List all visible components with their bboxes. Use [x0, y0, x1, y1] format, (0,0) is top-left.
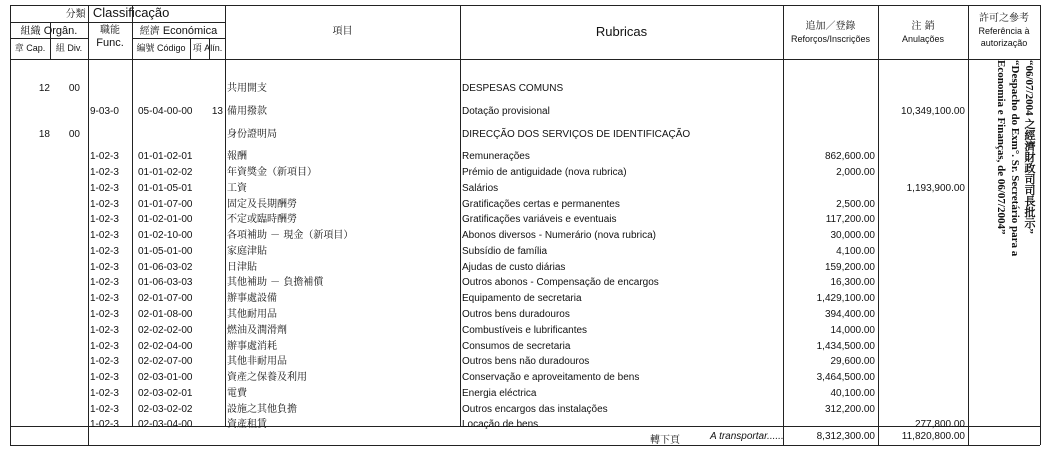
item-cn-cell: 工資: [227, 183, 247, 194]
rubrica-cell: Conservação e aproveitamento de bens: [462, 372, 640, 383]
annul-cell: 1,193,900.00: [906, 183, 965, 194]
header-rule: [10, 38, 88, 39]
rubrica-cell: Consumos de secretaria: [462, 341, 571, 352]
functional-cell: 1-02-3: [90, 214, 119, 225]
item-cn-cell: 備用撥款: [227, 106, 267, 117]
annul-cn: 注 銷: [911, 21, 935, 32]
rubrica-cell: Equipamento de secretaria: [462, 293, 582, 304]
code-cell: 01-05-01-00: [138, 246, 193, 257]
col-divider: [225, 5, 226, 426]
rubrica-cell: Subsídio de família: [462, 246, 548, 257]
functional-cell: 1-02-3: [90, 419, 119, 430]
economic-pt: Económica: [162, 25, 218, 37]
reinforce-cell: 2,500.00: [836, 199, 875, 210]
item-cn-cell: 報酬: [227, 151, 247, 162]
reinforce-cell: 1,429,100.00: [816, 293, 875, 304]
item-cn-cell: 各項補助 － 現金（新項目）: [227, 230, 354, 241]
code-cell: 02-03-04-00: [138, 419, 193, 430]
rubrica-cell: Prémio de antiguidade (nova rubrica): [462, 167, 627, 178]
item-cn-cell: 資產租賃: [227, 419, 267, 430]
functional-cell: 1-02-3: [90, 151, 119, 162]
transport-label-pt: A transportar......: [710, 431, 784, 442]
rubrica-cell: Outros abonos - Compensação de encargos: [462, 277, 659, 288]
division-heading: 組 Div.: [55, 43, 83, 53]
border-bottom: [10, 445, 1040, 446]
classification-heading: [10, 7, 225, 21]
col-divider: [132, 5, 133, 426]
functional-cell: 1-02-3: [90, 293, 119, 304]
col-divider: [783, 5, 784, 445]
reinforce-cell: 312,200.00: [824, 404, 875, 415]
functional-cell: 1-02-3: [90, 262, 119, 273]
division-cell: 00: [68, 83, 80, 94]
chapter-heading: 章 Cap.: [14, 43, 46, 53]
rubrica-cell: Outros bens duradouros: [462, 309, 570, 320]
functional-cell: 1-02-3: [90, 309, 119, 320]
reinforce-cell: 862,600.00: [824, 151, 875, 162]
item-cn-cell: 其他非耐用品: [227, 356, 287, 367]
rubrica-cell: Ajudas de custo diárias: [462, 262, 566, 273]
reinforce-cell: 16,300.00: [830, 277, 875, 288]
rubrica-cell: Energia eléctrica: [462, 388, 537, 399]
authorization-line1: “06/07/2004 之經濟財政司司長批示”: [1023, 60, 1035, 234]
code-cell: 01-01-02-01: [138, 151, 193, 162]
item-cn-cell: 家庭津貼: [227, 246, 267, 257]
functional-cell: 1-02-3: [90, 199, 119, 210]
reinforce-cell: 30,000.00: [830, 230, 875, 241]
code-cell: 01-06-03-02: [138, 262, 193, 273]
rubrica-cell: Gratificações certas e permanentes: [462, 199, 620, 210]
transport-reinforce-total: 8,312,300.00: [816, 431, 875, 442]
annul-heading: [878, 21, 968, 45]
code-cell: 02-03-02-02: [138, 404, 193, 415]
code-cell: 02-01-08-00: [138, 309, 193, 320]
functional-cell: 1-02-3: [90, 230, 119, 241]
col-divider: [88, 5, 89, 445]
col-divider: [460, 5, 461, 426]
organic-pt: Orgân.: [43, 25, 78, 37]
alinea-heading: 項 Alín.: [192, 43, 223, 53]
ref-pt1: Referência à: [978, 26, 1030, 36]
reinforce-cell: 4,100.00: [836, 246, 875, 257]
code-cell: 01-06-03-03: [138, 277, 193, 288]
item-cn-cell: 固定及長期酬勞: [227, 199, 297, 210]
organic-heading: [10, 25, 88, 38]
organic-cn: 組織: [20, 26, 41, 37]
code-cell: 02-03-01-00: [138, 372, 193, 383]
functional-pt: Func.: [96, 37, 124, 49]
code-cell: 02-01-07-00: [138, 293, 193, 304]
code-heading: 編號 Código: [136, 43, 186, 53]
border-left: [10, 5, 11, 445]
item-cn-cell: 資產之保養及利用: [227, 372, 307, 383]
rubricas-heading: Rubricas: [595, 24, 648, 39]
code-cell: 02-03-02-01: [138, 388, 193, 399]
item-cn-cell: 電費: [227, 388, 247, 399]
transport-annul-total: 11,820,800.00: [901, 431, 965, 442]
functional-cell: 1-02-3: [90, 341, 119, 352]
rubrica-cell: Gratificações variáveis e eventuais: [462, 214, 617, 225]
rubrica-cell: Remunerações: [462, 151, 530, 162]
rubrica-cell: DIRECÇÃO DOS SERVIÇOS DE IDENTIFICAÇÃO: [462, 129, 691, 140]
rubrica-cell: Outros encargos das instalações: [462, 404, 608, 415]
functional-cell: 1-02-3: [90, 325, 119, 336]
reinforce-cell: 2,000.00: [836, 167, 875, 178]
item-cn-cell: 辦事處消耗: [227, 341, 277, 352]
alinea-cell: 13: [211, 106, 223, 117]
code-cell: 05-04-00-00: [138, 106, 193, 117]
reinforce-pt: Reforços/Inscrições: [790, 34, 871, 44]
code-cell: 01-01-07-00: [138, 199, 193, 210]
chapter-cell: 18: [38, 129, 50, 140]
functional-cell: 1-02-3: [90, 183, 119, 194]
reinforce-cell: 3,464,500.00: [816, 372, 875, 383]
rubrica-cell: Locação de bens: [462, 419, 539, 430]
economic-cn: 經濟: [139, 26, 160, 37]
code-cell: 01-02-10-00: [138, 230, 193, 241]
rubrica-cell: Dotação provisional: [462, 106, 550, 117]
header-bottom: [10, 59, 1040, 60]
col-divider: [878, 5, 879, 445]
reinforce-cell: 394,400.00: [824, 309, 875, 320]
item-cn-cell: 日津貼: [227, 262, 257, 273]
item-cn-cell: 其他耐用品: [227, 309, 277, 320]
authorization-line2: “Despacho do Exm°. Sr. Secretário para a: [1009, 60, 1021, 257]
ref-pt2: autorização: [980, 38, 1028, 48]
functional-cell: 1-02-3: [90, 388, 119, 399]
reinforce-cell: 40,100.00: [830, 388, 875, 399]
functional-cell: 1-02-3: [90, 246, 119, 257]
col-divider: [968, 5, 969, 445]
functional-cell: 1-02-3: [90, 277, 119, 288]
functional-heading: [88, 25, 132, 49]
division-cell: 00: [68, 129, 80, 140]
item-cn-cell: 辦事處設備: [227, 293, 277, 304]
annul-cell: 10,349,100.00: [901, 106, 965, 117]
code-cell: 01-01-05-01: [138, 183, 193, 194]
budget-table: [10, 5, 1040, 445]
item-cn-cell: 其他補助 － 負擔補償: [227, 277, 324, 288]
item-cn-cell: 年資獎金（新項目）: [227, 167, 317, 178]
annul-cell: 277,800.00: [914, 419, 965, 430]
rubrica-cell: Abonos diversos - Numerário (nova rubrica): [462, 230, 656, 241]
item-cn-cell: 燃油及潤滑劑: [227, 325, 287, 336]
functional-cn: 職能: [100, 25, 120, 36]
rubrica-cell: Outros bens não duradouros: [462, 356, 590, 367]
header-rule: [10, 22, 225, 23]
item-cn-cell: 設施之其他負擔: [227, 404, 297, 415]
classification-cn: 分類: [65, 9, 86, 20]
economic-heading: [132, 25, 225, 38]
item-cn-cell: 不定或臨時酬勞: [227, 214, 297, 225]
header-rule: [132, 38, 225, 39]
reinforce-cell: 117,200.00: [825, 214, 875, 225]
code-cell: 01-02-01-00: [138, 214, 193, 225]
reinforce-heading: [783, 21, 878, 45]
border-right: [1040, 5, 1041, 445]
functional-cell: 1-02-3: [90, 356, 119, 367]
rubrica-cell: Combustíveis e lubrificantes: [462, 325, 588, 336]
reinforce-cell: 159,200.00: [824, 262, 875, 273]
item-cn-cell: 身份證明局: [227, 129, 277, 140]
functional-cell: 1-02-3: [90, 372, 119, 383]
code-cell: 02-02-07-00: [138, 356, 193, 367]
authorization-line3: Economia e Finanças, de 06/07/2004”: [995, 60, 1007, 235]
reinforce-cn: 追加／登錄: [805, 21, 856, 32]
reference-heading: [968, 13, 1040, 49]
authorization-note: [985, 60, 1035, 360]
rubrica-cell: Salários: [462, 183, 499, 194]
reinforce-cell: 14,000.00: [830, 325, 875, 336]
reinforce-cell: 29,600.00: [830, 356, 875, 367]
code-cell: 02-02-02-00: [138, 325, 193, 336]
code-cell: 01-01-02-02: [138, 167, 193, 178]
item-heading: 項目: [332, 26, 353, 37]
functional-cell: 1-02-3: [90, 404, 119, 415]
code-cell: 02-02-04-00: [138, 341, 193, 352]
chapter-cell: 12: [38, 83, 50, 94]
functional-cell: 1-02-3: [90, 167, 119, 178]
rubrica-cell: DESPESAS COMUNS: [462, 83, 564, 94]
classification-pt: Classificação: [92, 5, 170, 20]
ref-cn: 許可之參考: [979, 13, 1029, 24]
reinforce-cell: 1,434,500.00: [816, 341, 875, 352]
transport-label-cn: 轉下頁: [650, 435, 680, 446]
annul-pt: Anulações: [901, 34, 945, 44]
item-cn-cell: 共用開支: [227, 83, 267, 94]
functional-cell: 9-03-0: [90, 106, 119, 117]
